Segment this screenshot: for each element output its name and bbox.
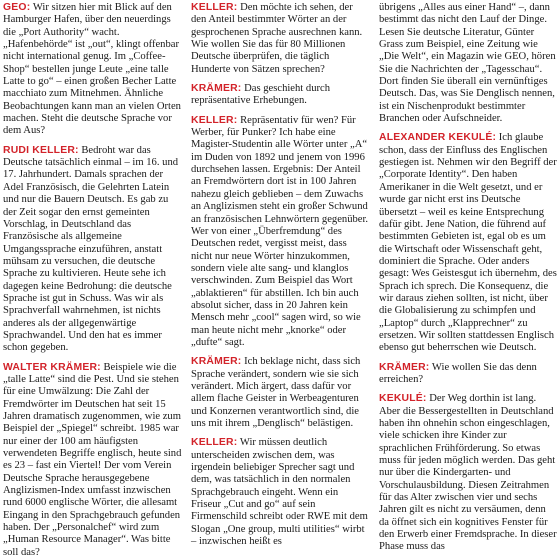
paragraph-text: Das geschieht durch repräsentative Erhebungen.: [191, 83, 331, 107]
paragraph: [379, 362, 558, 387]
speaker-label: KRÄMER:: [191, 356, 242, 368]
speaker-label: KRÄMER:: [379, 361, 430, 373]
paragraph: [191, 356, 370, 430]
paragraph-text: Ich beklage nicht, dass sich Sprache verändert, sondern wie sie sich verändert. Mich ärgert, dass dafür vor allem flache Geister in Werbeagenturen und Konzernen verantwortlich sind, die uns mit ihrem „Denglisch“ belästigen.: [191, 356, 361, 429]
speaker-label: KRÄMER:: [191, 83, 242, 95]
speaker-label: KEKULÉ:: [379, 393, 427, 405]
paragraph: [379, 393, 558, 553]
speaker-label: WALTER KRÄMER:: [3, 361, 101, 373]
paragraph: [379, 132, 558, 354]
paragraph-text: Wir sitzen hier mit Blick auf den Hamburger Hafen, über den neuerdings die „Port Authority“ wacht. „Hafenbehörde“ ist „out“, klingt offenbar nicht international genug. Im „Coffee-Shop“ bestellen junge Leute „eine talle Latte to go“ – einen großen Becher Latte macchiato zum Mitnehmen. Ähnliche Beobachtungen kann man an vielen Orten machen. Steht die deutsche Sprache vor dem Aus?: [3, 2, 181, 137]
paragraph: [3, 362, 182, 559]
text-column-1: [3, 2, 182, 558]
paragraph-text: Der Weg dorthin ist lang. Aber die Bessergestellten in Deutschland haben ihn ohnehin schon eingeschlagen, viele schicken ihre Kinder zur sprachlichen Frühförderung. So etwas muss für jeden möglich werden. Das geht nur über die Kindergarten- und Vorschulausbildung. Diesen Zeitrahmen für das Alter zwischen vier und sechs Jahren gilt es nicht zu versäumen, denn da öffnet sich ein kognitives Fenster für den Erwerb einer Fremdsprache. In dieser Phase muss das: [379, 393, 557, 553]
paragraph-text: übrigens „Alles aus einer Hand“ –, dann bestimmt das nicht den Lauf der Dinge. Lesen Sie deutsche Literatur, Günter Grass zum Beispiel, eine Zeitung wie „Die Welt“, ein Magazin wie GEO, hören Sie die Nachrichten der „Tagesschau“. Dort finden Sie überall ein vernünftiges Deutsch. Das, was Sie Denglisch nennen, ist ein Nischenprodukt bestimmter Branchen oder Aufschneider.: [379, 2, 556, 125]
speaker-label: GEO:: [3, 2, 31, 13]
text-column-2: [191, 2, 370, 548]
paragraph: [191, 2, 370, 76]
paragraph-text: Repräsentativ für wen? Für Werber, für Punker? Ich habe eine Magister-Studentin alle Wörter unter „A“ im Duden von 1892 und jenem von 1996 durchsehen lassen. Ergebnis: Der Anteil an Fremdwörtern dort ist in 100 Jahren nahezu gleich geblieben – dem Zuwachs an Anglizismen steht ein großer Schwund an französischen Lehnwörtern gegenüber. Wer von einer „Überfremdung“ des Deutschen redet, vergisst meist, dass nicht nur neue Wörter hinzukommen, sondern viele alte sang- und klanglos verschwinden. Zum Beispiel das Wort „ablaktieren“ für abstillen. Ich bin auch absolut sicher, dass in 20 Jahren kein Mensch mehr „cool“ sagen wird, so wie man heute nicht mehr „knorke“ oder „dufte“ sagt.: [191, 114, 369, 348]
paragraph-text: Beispiele wie die „talle Latte“ sind die Pest. Und sie stehen für eine Umwälzung: Die Zahl der Fremdwörter im Deutschen hat seit 15 Jahren dramatisch zugenommen, wie zum Beispiel der „Spiegel“ schreibt. 1985 war nur einer der 100 am häufigsten verwendeten Begriffe englisch, heute sind es 23 – fast ein Viertel! Der vom Verein Deutsche Sprache herausgegebene Anglizismen-Index umfasst inzwischen rund 6000 englische Wörter, die allesamt Eingang in den Sprachgebrauch gefunden haben. Der „Personalchef“ wird zum „Human Resource Manager“. Was bitte soll das?: [3, 361, 182, 558]
paragraph-text: Ich glaube schon, dass der Einfluss des Englischen gestiegen ist. Nehmen wir den Begriff der „Corporate Identity“. Den haben Amerikaner in die Welt gesetzt, und er wurde gar nicht erst ins Deutsche übersetzt – weil es keine Entsprechung dafür gibt. Jene Nation, die führend auf bestimmten Gebieten ist, egal ob es um die Wirtschaft oder Wissenschaft geht, dominiert die Sprache. Oder anders gesagt: Wes Geistesgut ich übernehm, des Sprach ich sprech. Die Konsequenz, die wir daraus ziehen sollten, ist nicht, über die Globalisierung zu schimpfen und „Laptop“ durch „Klapprechner“ zu ersetzen. Wir sollten stattdessen Englisch ebenso gut beherrschen wie Deutsch.: [379, 132, 557, 354]
paragraph: [3, 2, 182, 138]
paragraph-text: Den möchte ich sehen, der den Anteil bestimmter Wörter an der gesprochenen Sprache ausrechnen kann. Wie wollen Sie das für 80 Millionen Deutsche überprüfen, die täglich Hunderte von Sätzen sprechen?: [191, 2, 363, 75]
paragraph-text: Wir müssen deutlich unterscheiden zwischen dem, was irgendein beliebiger Sprecher sagt und dem, was tatsächlich in den normalen Sprachgebrauch eingeht. Wenn ein Friseur „Cut and go“ auf sein Firmenschild schreibt oder RWE mit dem Slogan „One group, multi utilities“ wirbt – inzwischen heißt es: [191, 437, 368, 548]
paragraph: [379, 2, 558, 125]
paragraph: [3, 145, 182, 355]
speaker-label: KELLER:: [191, 437, 238, 449]
speaker-label: KELLER:: [191, 2, 238, 13]
speaker-label: KELLER:: [191, 114, 238, 126]
paragraph: [191, 83, 370, 108]
paragraph-text: Wie wollen Sie das denn erreichen?: [379, 361, 537, 385]
text-column-3: [379, 2, 558, 553]
paragraph-text: Bedroht war das Deutsche tatsächlich einmal – im 16. und 17. Jahrhundert. Damals sprachen der Adel Französisch, die Gelehrten Latein und nur die Bauern Deutsch. Es gab zu der Zeit sogar den ernst gemeinten Vorschlag, in Deutschland das Französische als allgemeine Umgangssprache einzuführen, anstatt mühsam zu versuchen, die deutsche Sprache zu kultivieren. Heute sehe ich dagegen keine Bedrohung: die deutsche Sprache ist gut in Schuss. Was wir als Sprachverfall wahrnehmen, ist nichts anderes als der allgegenwärtige Sprachwandel. Und den hat es immer schon gegeben.: [3, 144, 179, 354]
speaker-label: RUDI KELLER:: [3, 144, 79, 156]
paragraph: [191, 437, 370, 548]
speaker-label: ALEXANDER KEKULÉ:: [379, 132, 497, 144]
paragraph: [191, 115, 370, 350]
